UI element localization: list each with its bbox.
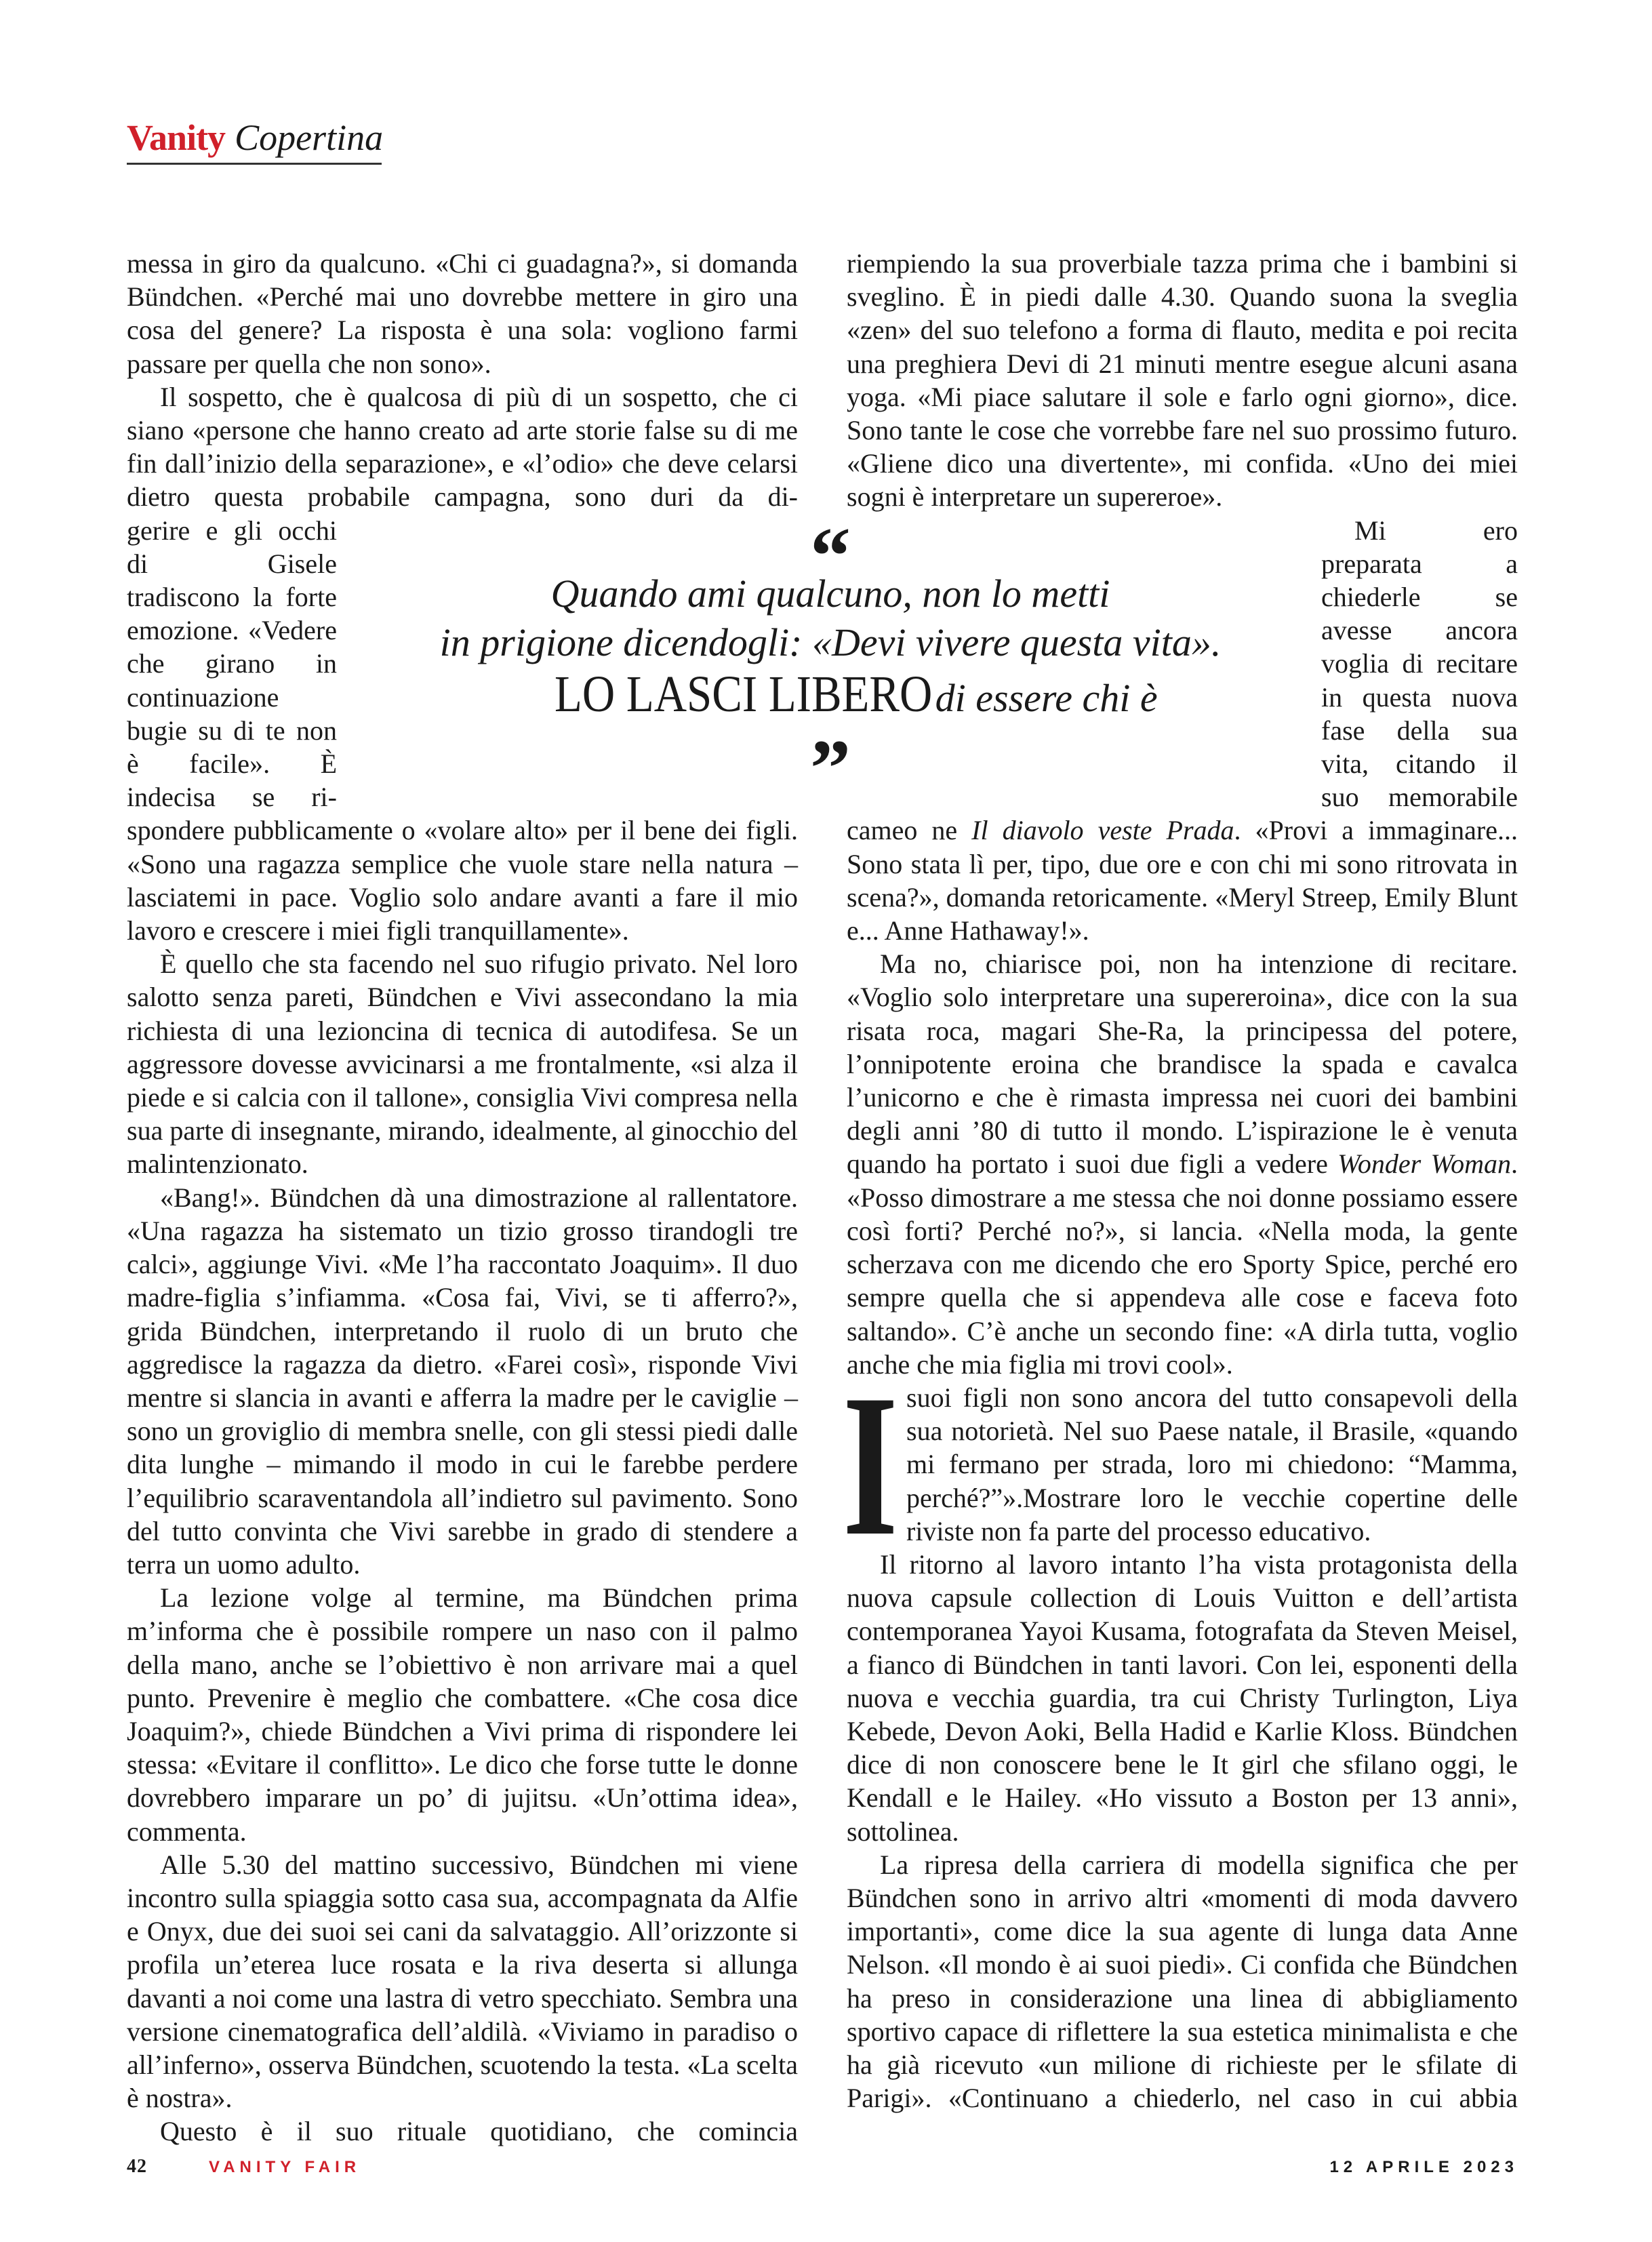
- paragraph: La ripresa della carriera di modella significa che per Bündchen sono in arrivo altri «momenti di moda davvero importanti», come dice la sua agente di lunga data Anne Nelson. «Il mondo è ai suoi piedi». Ci confida che Bündchen ha preso in considerazione una linea di abbigliamento sportivo capace di riflettere la sua estetica minimalista e che ha già ricevuto «un milione di richieste per le sfilate di Parigi». «Continuano a chiederlo, nel caso in cui abbia: [847, 1849, 1518, 2114]
- paragraph: Il ritorno al lavoro intanto l’ha vista protagonista della nuova capsule collection di Louis Vuitton e dell’artista contemporanea Yayoi Kusama, fotografata da Steven Meisel, a fianco di Bündchen in tanti lavori. Con lei, esponenti della nuova e vecchia guardia, tra cui Christy Turlington, Liya Kebede, Devon Aoki, Bella Hadid e Karlie Kloss. Bündchen dice di non conoscere bene le It girl che sfilano oggi, le Kendall e le Hailey. «Ho vissuto a Boston per 13 anni», sottolinea.: [847, 1548, 1518, 1847]
- paragraph: [847, 947, 1518, 1381]
- pull-quote-tail: di essere chi è: [935, 676, 1158, 720]
- paragraph: spondere pubblicamente o «volare alto» per il bene dei figli. «Sono una ragazza semplice che vuole stare nella natura – lasciatemi in pace. Voglio solo andare avanti a fare il mio lavoro e crescere i miei figli tranquillamente».: [127, 815, 798, 946]
- film-title: Il diavolo veste Prada: [971, 815, 1234, 846]
- text: suoi figli non sono ancora del tutto consapevoli della sua notorietà. Nel suo Paese natale, il Brasile, «quando mi fermano per strada, loro mi chiedono: “Mamma, perché?”».Mostrare loro le vecchie copertine delle riviste non fa parte del processo educativo.: [906, 1382, 1518, 1546]
- text: . «Provi a immaginare... Sono stata lì per, tipo, due ore e con chi mi sono ritrovata in scena?», domanda retoricamente. «Meryl Streep, Emily Blunt e... Anne Hathaway!».: [847, 815, 1518, 946]
- right-column: [843, 247, 1518, 2115]
- paragraph: Mi ero preparata a chiederle se avesse ancora voglia di recitare in questa nuova fase della sua vita, citando il suo memorabile: [1321, 515, 1518, 813]
- film-title: Wonder Woman: [1337, 1148, 1511, 1180]
- paragraph: Alle 5.30 del mattino successivo, Bündchen mi viene incontro sulla spiaggia sotto casa sua, accompagnata da Alfie e Onyx, due dei suoi sei cani da salvataggio. All’orizzonte si profila un’eterea luce rosata e la riva deserta si allunga davanti a noi come una lastra di vetro specchiato. Sembra una versione cinematografica dell’aldilà. «Viviamo in paradiso o all’inferno», osserva Bündchen, scuotendo la testa. «La scelta è nostra».: [127, 1849, 798, 2114]
- page-number: 42: [127, 2156, 147, 2177]
- pull-quote-line: [359, 667, 1302, 736]
- header-rule: [127, 163, 382, 165]
- text: cameo ne: [847, 815, 972, 846]
- paragraph: «Bang!». Bündchen dà una dimostrazione al rallentatore. «Una ragazza ha sistemato un tizio grosso tirandogli tre calci», aggiunge Vivi. «Me l’ha raccontato Joaquim». Il duo madre-figlia s’infiamma. «Cosa fai, Vivi, se ti afferro?», grida Bündchen, interpretando il ruolo di un bruto che aggredisce la ragazza da dietro. «Farei così», risponde Vivi mentre si slancia in avanti e afferra la madre per le caviglie – sono un groviglio di membra snelle, con gli stessi piedi dalle dita lunghe – mimando il modo in cui le farebbe perdere l’equilibrio scaraventandola all’indietro sul pavimento. Sono del tutto convinta che Vivi sarebbe in grado di stendere a terra un uomo adulto.: [127, 1182, 798, 1580]
- pull-quote-line: in prigione dicendogli: «Devi vivere questa vita».: [439, 620, 1222, 664]
- section-title: Copertina: [235, 117, 384, 158]
- brand-logo: Vanity: [127, 117, 226, 158]
- paragraph: gerire e gli occhi di Gisele tradiscono la forte emozione. «Vedere che girano in continuazione bugie su di te non è facile». È indecisa se ri-: [127, 515, 337, 813]
- paragraph: messa in giro da qualcuno. «Chi ci guadagna?», si domanda Bündchen. «Perché mai uno dovrebbe mettere in giro una cosa del genere? La risposta è una sola: vogliono farmi passare per quella che non sono».: [127, 248, 798, 379]
- paragraph: Questo è il suo rituale quotidiano, che comincia: [160, 2116, 798, 2147]
- pull-quote: [359, 529, 1302, 782]
- open-quote-icon: [359, 529, 1302, 569]
- section-header: [127, 114, 383, 161]
- paragraph: riempiendo la sua proverbiale tazza prima che i bambini si sveglino. È in piedi dalle 4.30. Quando suona la sveglia «zen» del suo telefono a forma di flauto, medita e poi recita una preghiera Devi di 21 minuti mentre esegue alcuni asana yoga. «Mi piace salutare il sole e farlo ogni giorno», dice. Sono tante le cose che vorrebbe fare nel suo prossimo futuro. «Gliene dico una divertente», mi confida. «Uno dei miei sogni è interpretare un supereroe».: [847, 248, 1518, 513]
- paragraph: Il sospetto, che è qualcosa di più di un sospetto, che ci siano «persone che hanno creato ad arte storie false su di me fin dall’inizio della separazione», e «l’odio» che deve celarsi dietro questa probabile campagna, sono duri da di-: [127, 381, 798, 513]
- text: . «Posso dimostrare a me stessa che noi donne possiamo essere così forti? Perché no?», si lancia. «Nella moda, la gente scherzava con me dicendo che ero Sporty Spice, perché ero sempre quella che si appendeva alle cose e faceva foto saltando». C’è anche un secondo fine: «A dirla tutta, voglio anche che mia figlia mi trovi cool».: [847, 1148, 1518, 1380]
- paragraph-dropcap: [843, 1352, 1518, 1578]
- issue-date: 12 APRILE 2023: [1329, 2158, 1518, 2176]
- pull-quote-line: Quando ami qualcuno, non lo metti: [550, 572, 1110, 616]
- paragraph: È quello che sta facendo nel suo rifugio privato. Nel loro salotto senza pareti, Bündchen e Vivi assecondano la mia richiesta di una lezioncina di tecnica di autodifesa. Se un aggressore dovesse avvicinarsi a me frontalmente, «si alza il piede e si calcia con il tallone», consiglia Vivi compresa nella sua parte di insegnante, mirando, idealmente, al ginocchio del malintenzionato.: [127, 948, 798, 1180]
- magazine-name: VANITY FAIR: [209, 2158, 361, 2176]
- paragraph: La lezione volge al termine, ma Bündchen prima m’informa che è possibile rompere un naso con il palmo della mano, anche se l’obiettivo è non arrivare mai a quel punto. Prevenire è meglio che combattere. «Che cosa dice Joaquim?», chiede Bündchen a Vivi prima di rispondere lei stessa: «Evitare il conflitto». Le dico che forse tutte le donne dovrebbero imparare un po’ di jujitsu. «Un’ottima idea», commenta.: [127, 1582, 798, 1847]
- drop-cap: I: [843, 1352, 898, 1578]
- close-quote-icon: [359, 741, 1302, 782]
- text: Ma no, chiarisce poi, non ha intenzione di recitare. «Voglio solo interpretare una supereroina», dice con la sua risata roca, magari She-Ra, la principessa del potere, l’onnipotente eroina che brandisce la spada e cavalca l’unicorno e che è rimasta impressa nei cuori dei bambini degli anni ’80 di tutto il mondo. L’ispirazione le è venuta quando ha portato i suoi due figli a vedere: [847, 948, 1518, 1180]
- paragraph: [847, 814, 1518, 947]
- pull-quote-emphasis: LO LASCI LIBERO: [555, 666, 933, 723]
